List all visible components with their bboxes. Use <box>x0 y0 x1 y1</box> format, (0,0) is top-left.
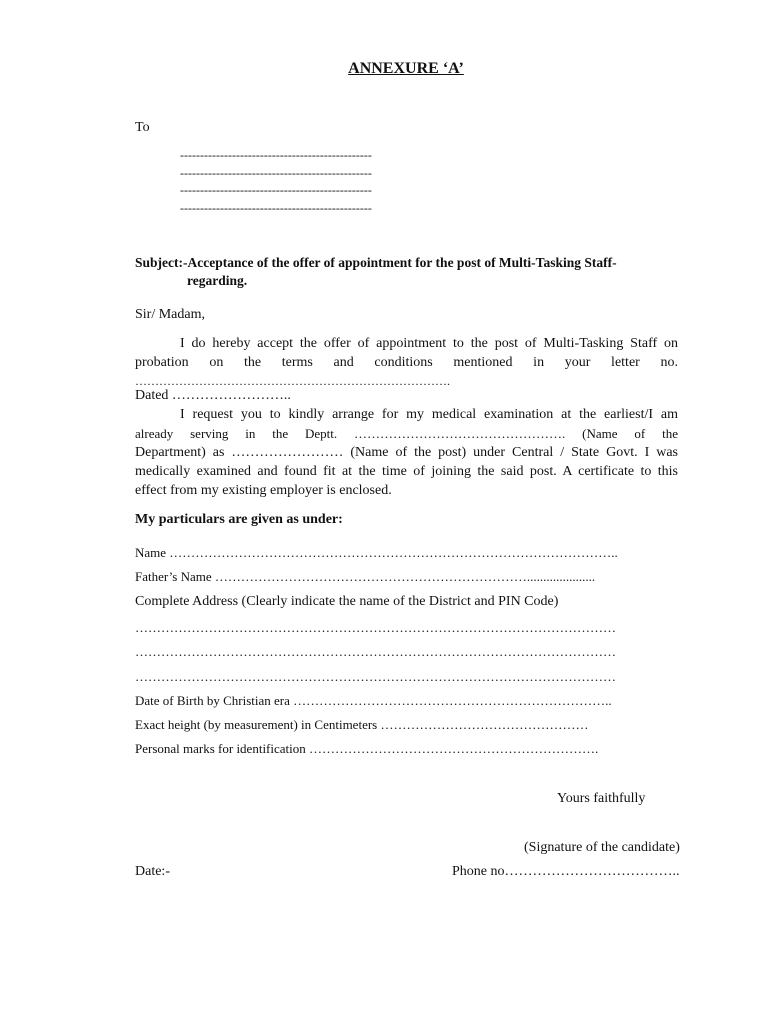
para2-line1: I request you to kindly arrange for my medical examination at the earliest/I am <box>180 407 678 422</box>
address-line-1: ------------------------------------------------ <box>180 148 372 162</box>
address-line-2: ------------------------------------------------ <box>180 166 372 180</box>
address-dots-2: ………………………………………………………………………………………………… <box>135 644 616 659</box>
para2-line5: effect from my existing employer is enclosed. <box>135 483 392 498</box>
identification-marks-field: Personal marks for identification …………………………………………………………. <box>135 741 599 756</box>
subject-line-1: Subject:-Acceptance of the offer of appointment for the post of Multi-Tasking Staff- <box>135 255 617 270</box>
closing-text: Yours faithfully <box>557 791 646 806</box>
father-name-field: Father’s Name ………………………………………………………………..................... <box>135 569 596 584</box>
para1-line1: I do hereby accept the offer of appointment to the post of Multi-Tasking Staff on <box>180 336 678 351</box>
recipient-label: To <box>135 120 150 135</box>
address-dots-3: ………………………………………………………………………………………………… <box>135 669 616 684</box>
address-field-label: Complete Address (Clearly indicate the name of the District and PIN Code) <box>135 594 559 609</box>
page-title: ANNEXURE ‘A’ <box>348 60 464 77</box>
dated-field: Dated …………………….. <box>135 388 291 403</box>
particulars-heading: My particulars are given as under: <box>135 512 343 527</box>
para2-line3: Department) as …………………… (Name of the post) under Central / State Govt. I was <box>135 445 678 460</box>
name-field: Name ………………………………………………………………………………………….. <box>135 545 618 560</box>
salutation: Sir/ Madam, <box>135 307 205 322</box>
medical-paragraph <box>135 405 678 500</box>
signature-label: (Signature of the candidate) <box>524 840 680 855</box>
acceptance-paragraph <box>135 334 678 391</box>
dob-field: Date of Birth by Christian era ……………………………………………………………….. <box>135 693 612 708</box>
address-dots-1: ………………………………………………………………………………………………… <box>135 620 616 635</box>
address-line-3: ------------------------------------------------ <box>180 183 372 197</box>
para1-line3: ……………………………………………………………………. <box>135 374 450 388</box>
para2-line2: already serving in the Deptt. …………………………………………. (Name of the <box>135 426 678 441</box>
address-line-4: ------------------------------------------------ <box>180 201 372 215</box>
date-label: Date:- <box>135 864 170 879</box>
subject-line-2: regarding. <box>187 273 248 288</box>
height-field: Exact height (by measurement) in Centimeters ………………………………………… <box>135 717 589 732</box>
para2-line4: medically examined and found fit at the time of joining the said post. A certificate to this <box>135 464 678 479</box>
phone-field: Phone no……………………………….. <box>452 864 680 879</box>
para1-line2: probation on the terms and conditions mentioned in your letter no. <box>135 355 678 370</box>
